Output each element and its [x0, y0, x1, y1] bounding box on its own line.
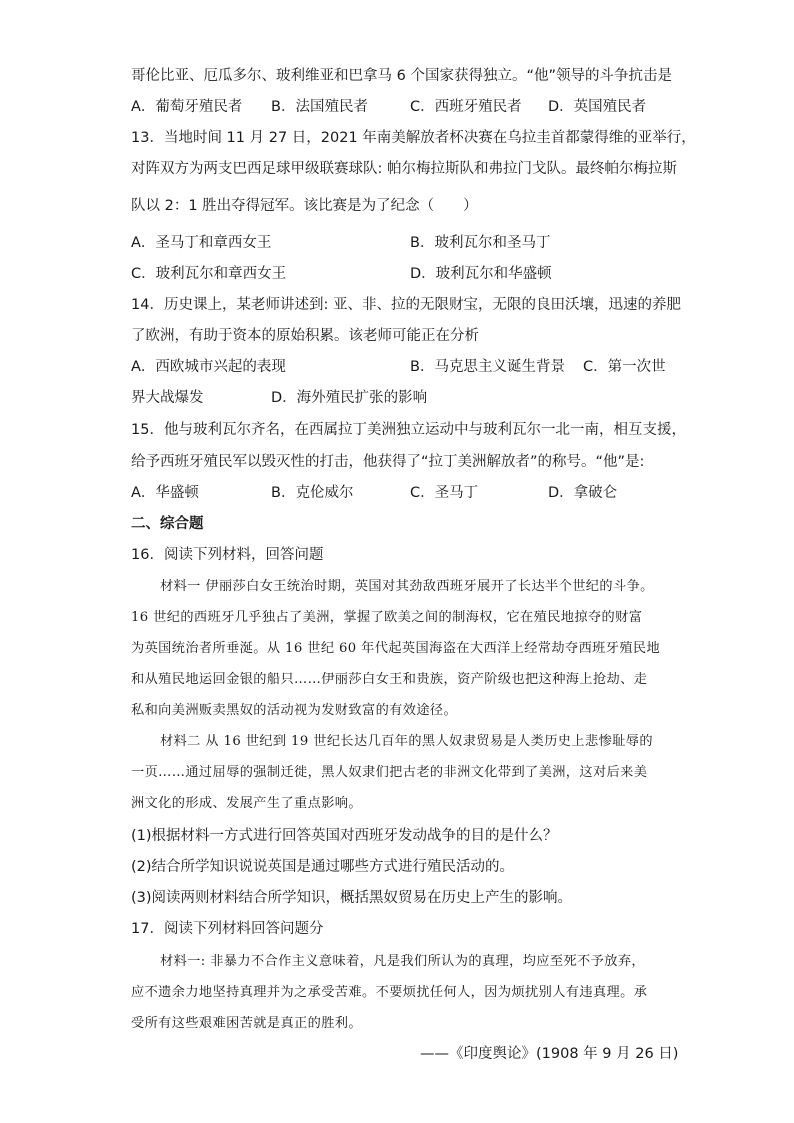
q14-option-b: B．马克思主义诞生背景 — [410, 359, 565, 375]
material-3-text: 材料一: 非暴力不合作主义意味着，凡是我们所认为的真理，均应至死不予放弃， — [160, 954, 645, 969]
question-13-stem: 13．当地时间 11 月 27 日，2021 年南美解放者杯决赛在乌拉圭首都蒙得维的亚举行， — [131, 130, 696, 146]
q14-option-c-continued: 界大战爆发 — [131, 390, 204, 406]
question-16-sub-3: (3)阅读两则材料结合所学知识，概括黑奴贸易在历史上产生的影响。 — [131, 890, 573, 906]
question-13-stem: 对阵双方为两支巴西足球甲级联赛球队: 帕尔梅拉斯队和弗拉门戈队。最终帕尔梅拉斯 — [131, 161, 677, 177]
q14-option-a: A．西欧城市兴起的表现 — [131, 359, 286, 375]
question-17-stem: 17．阅读下列材料回答问题分 — [131, 921, 324, 937]
q15-option-b: B．克伦威尔 — [271, 485, 354, 501]
q13-option-d: D．玻利瓦尔和华盛顿 — [410, 266, 552, 282]
material-1-text: 为英国统治者所垂涎。从 16 世纪 60 年代起英国海盗在大西洋上经常劫夺西班牙殖民地 — [131, 641, 661, 656]
q13-option-c: C．玻利瓦尔和章西女王 — [131, 266, 287, 282]
material-1-text: 材料一 伊丽莎白女王统治时期，英国对其劲敌西班牙展开了长达半个世纪的斗争。 — [160, 579, 654, 594]
q12-option-b: B．法国殖民者 — [271, 99, 368, 115]
section-heading: 二、综合题 — [131, 516, 204, 532]
q15-option-c: C．圣马丁 — [410, 485, 479, 501]
material-2-text: 材料二 从 16 世纪到 19 世纪长达几百年的黑人奴隶贸易是人类历史上悲惨耻辱的 — [160, 734, 653, 749]
question-14-stem: 14．历史课上，某老师讲述到: 亚、非、拉的无限财宝，无限的良田沃壤，迅速的养肥 — [131, 297, 681, 313]
q14-option-d: D．海外殖民扩张的影响 — [271, 390, 428, 406]
q12-option-d: D．英国殖民者 — [548, 99, 647, 115]
material-1-text: 16 世纪的西班牙几乎独占了美洲，掌握了欧美之间的制海权，它在殖民地掠夺的财富 — [131, 610, 643, 625]
q13-option-b: B．玻利瓦尔和圣马丁 — [410, 235, 551, 251]
question-15-stem: 给予西班牙殖民军以毁灭性的打击，他获得了“拉丁美洲解放者”的称号。“他”是: — [131, 454, 645, 470]
material-1-text: 和从殖民地运回金银的船只……伊丽莎白女王和贵族，资产阶级也把这种海上抢劫、走 — [131, 672, 648, 687]
material-3-text: 受所有这些艰难困苦就是真正的胜利。 — [131, 1016, 362, 1031]
question-16-stem: 16．阅读下列材料，回答问题 — [131, 547, 324, 563]
q15-option-a: A．华盛顿 — [131, 485, 199, 501]
question-16-sub-1: (1)根据材料一方式进行回答英国对西班牙发动战争的目的是什么？ — [131, 828, 558, 844]
material-source: ——《印度舆论》(1908 年 9 月 26 日) — [420, 1046, 679, 1062]
question-13-stem: 队以 2：1 胜出夺得冠军。该比赛是为了纪念（ ） — [131, 198, 478, 214]
material-2-text: 一页……通过屈辱的强制迁徙，黑人奴隶们把古老的非洲文化带到了美洲，这对后来美 — [131, 765, 648, 780]
q12-option-a: A．葡萄牙殖民者 — [131, 99, 243, 115]
q13-option-a: A．圣马丁和章西女王 — [131, 235, 272, 251]
question-14-stem: 了欧洲，有助于资本的原始积累。该老师可能正在分析 — [131, 328, 479, 344]
q14-option-c: C．第一次世 — [583, 359, 666, 375]
material-2-text: 洲文化的形成、发展产生了重点影响。 — [131, 796, 362, 811]
q15-option-d: D．拿破仑 — [548, 485, 618, 501]
q12-option-c: C．西班牙殖民者 — [410, 99, 522, 115]
question-16-sub-2: (2)结合所学知识说说英国是通过哪些方式进行殖民活动的。 — [131, 859, 515, 875]
question-12-stem-end: 哥伦比亚、厄瓜多尔、玻利维亚和巴拿马 6 个国家获得独立。“他”领导的斗争抗击是 — [131, 68, 672, 84]
question-15-stem: 15．他与玻利瓦尔齐名，在西属拉丁美洲独立运动中与玻利瓦尔一北一南，相互支援， — [131, 422, 686, 438]
material-3-text: 应不遗余力地坚持真理并为之承受苦难。不要烦扰任何人，因为烦扰别人有违真理。承 — [131, 985, 648, 1000]
material-1-text: 私和向美洲贩卖黑奴的活动视为发财致富的有效途径。 — [131, 703, 458, 718]
